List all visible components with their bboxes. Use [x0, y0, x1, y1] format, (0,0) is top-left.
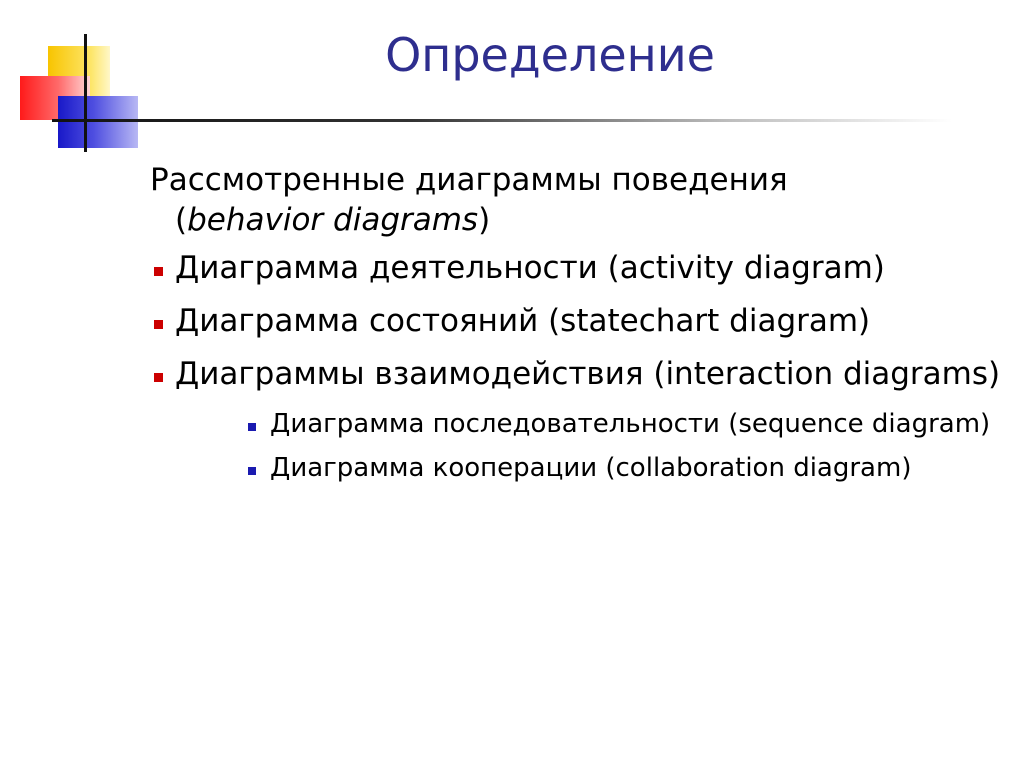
- title-underline-rule: [52, 119, 952, 122]
- intro-text: Рассмотренные диаграммы поведения: [150, 162, 788, 198]
- square-bullet-icon: [248, 467, 256, 475]
- sub-bullet-list: [150, 407, 1010, 485]
- list-item: [150, 248, 1010, 288]
- list-item-text: Диаграмма состояний (statechart diagram): [175, 303, 871, 339]
- square-bullet-icon: [154, 267, 163, 276]
- intro-continuation: [150, 200, 1010, 240]
- square-bullet-icon: [154, 373, 163, 382]
- sub-list-item: [245, 407, 1010, 441]
- list-item: [150, 354, 1010, 394]
- list-item: [150, 301, 1010, 341]
- close-paren: ): [478, 202, 491, 238]
- square-bullet-icon: [154, 320, 163, 329]
- list-item-text: Диаграммы взаимодействия (interaction diagrams): [175, 356, 1001, 392]
- sub-list-item: [245, 451, 1010, 485]
- slide-title: Определение: [385, 28, 715, 82]
- blue-square: [58, 96, 138, 148]
- square-bullet-icon: [248, 423, 256, 431]
- list-item-text: Диаграмма деятельности (activity diagram): [175, 250, 885, 286]
- open-paren: (: [175, 202, 188, 238]
- sub-list-item-text: Диаграмма кооперации (collaboration diagram): [270, 453, 912, 483]
- slide-body: [150, 160, 1010, 495]
- bullet-list: [150, 248, 1010, 394]
- vertical-rule: [84, 34, 87, 152]
- intro-paragraph: [150, 160, 1010, 240]
- intro-italic: behavior diagrams: [187, 202, 479, 238]
- sub-list-item-text: Диаграмма последовательности (sequence diagram): [270, 409, 991, 439]
- decorative-squares-graphic: [0, 0, 150, 170]
